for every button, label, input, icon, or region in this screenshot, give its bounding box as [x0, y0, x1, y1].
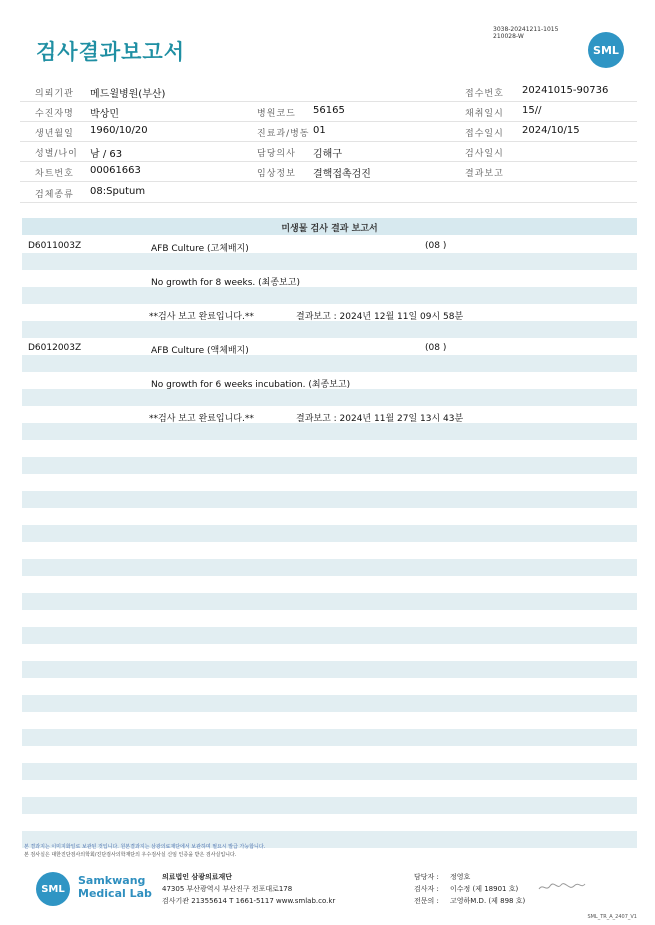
org-address: 47305 부산광역시 부산진구 전포대로178	[162, 885, 293, 893]
section-title: 미생물 검사 결과 보고서	[281, 224, 378, 234]
row-stripe	[22, 729, 637, 746]
row-stripe	[22, 457, 637, 474]
field-value: 박상민	[90, 109, 119, 120]
brand-name	[78, 874, 152, 900]
org-name: 의료법인 삼광의료재단	[162, 873, 233, 881]
staff-role: 담당자 :	[414, 873, 439, 881]
document-id-line: 3038-20241211-1015	[493, 26, 559, 33]
staff-role: 전문의 :	[414, 897, 439, 905]
brand-line: Medical Lab	[78, 887, 152, 900]
row-stripe	[22, 355, 637, 372]
field-value: 2024/10/15	[522, 125, 580, 136]
info-row	[20, 161, 637, 182]
sml-logo-icon: SML	[36, 872, 70, 906]
report-complete-text: **검사 보고 완료입니다.**	[149, 312, 254, 322]
field-value: 1960/10/20	[90, 125, 148, 136]
field-value: 김해구	[313, 149, 342, 160]
test-code: D6012003Z	[28, 343, 82, 353]
field-label: 접수번호	[465, 89, 504, 99]
row-stripe	[22, 321, 637, 338]
test-code: D6011003Z	[28, 241, 82, 251]
info-row	[20, 81, 637, 102]
field-label: 임상정보	[257, 169, 296, 179]
field-label: 담당의사	[257, 149, 296, 159]
signature-icon	[537, 880, 587, 894]
field-value: 20241015-90736	[522, 85, 609, 96]
row-stripe	[22, 491, 637, 508]
staff-role: 검사자 :	[414, 885, 439, 893]
info-row	[20, 182, 637, 203]
row-stripe	[22, 559, 637, 576]
field-value: 01	[313, 125, 326, 136]
document-id	[493, 26, 558, 40]
field-value: 56165	[313, 105, 345, 116]
info-row	[20, 141, 637, 162]
test-name: AFB Culture (고체배지)	[151, 244, 249, 254]
staff-name: 고영하M.D. (제 898 호)	[450, 897, 526, 905]
document-id-line: 210028-W	[493, 33, 524, 40]
row-stripe	[22, 593, 637, 610]
field-value: 남 / 63	[90, 149, 123, 160]
brand-line: Samkwang	[78, 874, 146, 887]
field-label: 성별/나이	[35, 149, 78, 159]
report-timestamp: 결과보고 : 2024년 12월 11일 09시 58분	[296, 312, 464, 322]
info-row	[20, 101, 637, 122]
org-contact: 검사기관 21355614 T 1661-5117 www.smlab.co.kr	[162, 897, 336, 905]
row-stripe	[22, 763, 637, 780]
field-value: 08:Sputum	[90, 186, 146, 197]
staff-name: 이수정 (제 18901 호)	[450, 885, 519, 893]
sml-logo-icon: SML	[588, 32, 624, 68]
field-label: 수진자명	[35, 109, 74, 119]
field-value: 00061663	[90, 165, 141, 176]
field-label: 차트번호	[35, 169, 74, 179]
test-name: AFB Culture (액체배지)	[151, 346, 249, 356]
field-label: 결과보고	[465, 169, 504, 179]
row-stripe	[22, 525, 637, 542]
field-value: 메드윌병원(부산)	[90, 89, 166, 100]
field-value: 15//	[522, 105, 542, 116]
test-count: (08 )	[425, 343, 447, 353]
certification-text: 본 검사실은 대한진단검사의학회/진단검사의학재단의 우수검사실 신임 인증을 받은 검사실입니다.	[24, 852, 237, 858]
staff-name: 정영호	[450, 873, 471, 881]
field-label: 채취일시	[465, 109, 504, 119]
notice-text: 본 결과지는 이미지화일로 보관된 것입니다. 원본결과지는 삼광의료재단에서 보관하며 필요시 발급 가능합니다.	[24, 844, 266, 850]
form-code: SML_TR_A_2407_V1	[587, 914, 637, 920]
field-value: 결핵접촉검진	[313, 169, 371, 180]
row-stripe	[22, 389, 637, 406]
field-label: 의뢰기관	[35, 89, 74, 99]
row-stripe	[22, 627, 637, 644]
row-stripe	[22, 253, 637, 270]
test-finding: No growth for 8 weeks. (최종보고)	[151, 278, 300, 288]
report-complete-text: **검사 보고 완료입니다.**	[149, 414, 254, 424]
field-label: 병원코드	[257, 109, 296, 119]
row-stripe	[22, 797, 637, 814]
test-finding: No growth for 6 weeks incubation. (최종보고)	[151, 380, 351, 390]
test-count: (08 )	[425, 241, 447, 251]
row-stripe	[22, 287, 637, 304]
field-label: 생년월일	[35, 129, 74, 139]
row-stripe	[22, 661, 637, 678]
report-timestamp: 결과보고 : 2024년 11월 27일 13시 43분	[296, 414, 464, 424]
field-label: 검체종류	[35, 190, 74, 200]
row-stripe	[22, 423, 637, 440]
report-title: 검사결과보고서	[36, 40, 186, 64]
info-row	[20, 121, 637, 142]
field-label: 접수일시	[465, 129, 504, 139]
row-stripe	[22, 695, 637, 712]
field-label: 검사일시	[465, 149, 504, 159]
field-label: 진료과/병동	[257, 129, 310, 139]
